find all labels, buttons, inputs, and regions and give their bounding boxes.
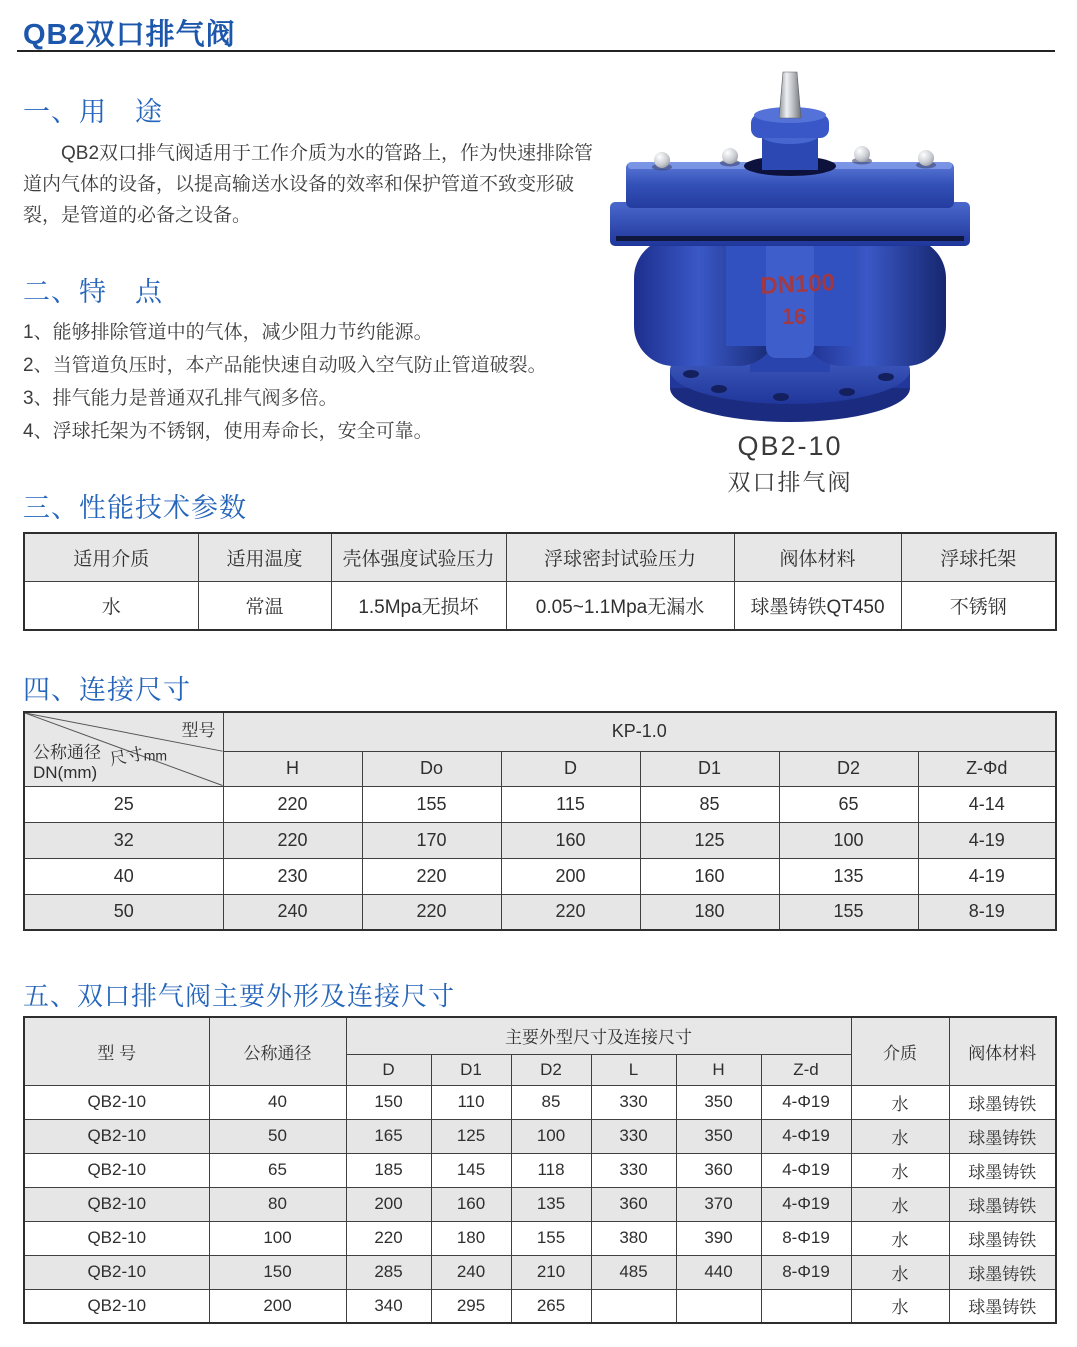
table-cell: [761, 1289, 851, 1323]
table-cell: 4-19: [918, 822, 1056, 858]
table-cell: 球墨铸铁: [949, 1153, 1056, 1187]
column-header: H: [223, 751, 362, 786]
table-cell: 球墨铸铁: [949, 1255, 1056, 1289]
column-header-dn: 公称通径: [209, 1017, 346, 1085]
table-cell: 100: [779, 822, 918, 858]
table-cell: 水: [24, 581, 198, 630]
table-cell: 330: [591, 1085, 676, 1119]
table-cell: QB2-10: [24, 1221, 209, 1255]
table-cell: 65: [209, 1153, 346, 1187]
table-cell: 220: [362, 858, 501, 894]
table-cell: 0.05~1.1Mpa无漏水: [506, 581, 734, 630]
performance-heading: 三、性能技术参数: [23, 493, 247, 523]
page-title: QB2双口排气阀: [23, 19, 236, 51]
outline-table: [23, 1016, 1057, 1324]
table-cell: 180: [640, 894, 779, 930]
table-header-row: [24, 533, 1056, 581]
table-cell: 135: [511, 1187, 591, 1221]
table-cell: 220: [501, 894, 640, 930]
table-cell: 100: [209, 1221, 346, 1255]
table-row: [24, 1255, 1056, 1289]
table-cell: 240: [431, 1255, 511, 1289]
table-cell: 125: [640, 822, 779, 858]
corner-label-model: 型号: [181, 721, 216, 740]
table-cell: 40: [209, 1085, 346, 1119]
column-header: 适用介质: [24, 533, 198, 581]
table-cell: QB2-10: [24, 1187, 209, 1221]
table-cell: 150: [346, 1085, 431, 1119]
valve-marking-dn: DN100: [759, 269, 836, 300]
outline-heading: 五、双口排气阀主要外形及连接尺寸: [23, 981, 456, 1011]
column-header: 适用温度: [198, 533, 331, 581]
column-header: D2: [779, 751, 918, 786]
feature-item: 3、排气能力是普通双孔排气阀多倍。: [23, 388, 338, 409]
table-cell: 115: [501, 786, 640, 822]
table-cell: 160: [640, 858, 779, 894]
table-cell: 220: [223, 822, 362, 858]
column-header-model: 型 号: [24, 1017, 209, 1085]
table-cell: 145: [431, 1153, 511, 1187]
table-cell: 8-19: [918, 894, 1056, 930]
table-cell: 50: [24, 894, 223, 930]
table-header-row: [24, 1017, 1056, 1054]
column-header: Z-d: [761, 1054, 851, 1085]
table-cell: QB2-10: [24, 1289, 209, 1323]
table-cell: 330: [591, 1119, 676, 1153]
table-cell: 180: [431, 1221, 511, 1255]
column-header: Z-Φd: [918, 751, 1056, 786]
table-cell: 球墨铸铁: [949, 1221, 1056, 1255]
table-cell: 4-19: [918, 858, 1056, 894]
corner-label-size: 尺寸mm: [107, 744, 168, 770]
table-cell: 水: [851, 1187, 949, 1221]
table-cell: 160: [431, 1187, 511, 1221]
table-cell: 8-Φ19: [761, 1255, 851, 1289]
table-cell: 85: [640, 786, 779, 822]
table-cell: 水: [851, 1119, 949, 1153]
column-header: 浮球托架: [901, 533, 1056, 581]
table-cell: 295: [431, 1289, 511, 1323]
title-divider: [17, 50, 1055, 52]
table-cell: 155: [511, 1221, 591, 1255]
table-cell: 球墨铸铁: [949, 1085, 1056, 1119]
table-cell: 485: [591, 1255, 676, 1289]
valve-stem-assembly: [751, 72, 829, 170]
table-cell: 32: [24, 822, 223, 858]
table-cell: 118: [511, 1153, 591, 1187]
table-cell: 125: [431, 1119, 511, 1153]
column-header: 浮球密封试验压力: [506, 533, 734, 581]
table-cell: QB2-10: [24, 1255, 209, 1289]
table-cell: 水: [851, 1255, 949, 1289]
table-cell: 150: [209, 1255, 346, 1289]
table-cell: 200: [209, 1289, 346, 1323]
table-cell: [676, 1289, 761, 1323]
table-row: [24, 822, 1056, 858]
table-cell: 220: [346, 1221, 431, 1255]
table-cell: 4-Φ19: [761, 1119, 851, 1153]
feature-item: 2、当管道负压时，本产品能快速自动吸入空气防止管道破裂。: [23, 355, 547, 376]
valve-marking-pn: 16: [781, 304, 807, 329]
table-cell: 440: [676, 1255, 761, 1289]
table-cell: 25: [24, 786, 223, 822]
column-header: H: [676, 1054, 761, 1085]
table-cell: 水: [851, 1221, 949, 1255]
table-cell: 球墨铸铁: [949, 1119, 1056, 1153]
column-header: D: [501, 751, 640, 786]
table-row: [24, 1187, 1056, 1221]
table-cell: 380: [591, 1221, 676, 1255]
column-header: L: [591, 1054, 676, 1085]
table-cell: 360: [591, 1187, 676, 1221]
table-cell: 185: [346, 1153, 431, 1187]
table-cell: 155: [779, 894, 918, 930]
table-row: [24, 894, 1056, 930]
table-cell: 200: [501, 858, 640, 894]
table-cell: 165: [346, 1119, 431, 1153]
table-cell: 8-Φ19: [761, 1221, 851, 1255]
column-header-material: 阀体材料: [949, 1017, 1056, 1085]
corner-label-dn: 公称通径 DN(mm): [33, 742, 101, 782]
product-figure: [570, 70, 1010, 497]
table-cell: 50: [209, 1119, 346, 1153]
usage-heading: 一、用 途: [23, 97, 163, 127]
table-cell: 350: [676, 1119, 761, 1153]
table-row: [24, 1085, 1056, 1119]
valve-body: [634, 238, 946, 366]
column-header: D1: [431, 1054, 511, 1085]
column-header: D: [346, 1054, 431, 1085]
table-cell: 水: [851, 1153, 949, 1187]
table-row: [24, 1221, 1056, 1255]
table-cell: 100: [511, 1119, 591, 1153]
feature-item: 1、能够排除管道中的气体，减少阻力节约能源。: [23, 322, 433, 343]
group-header: 主要外型尺寸及连接尺寸: [346, 1017, 851, 1054]
series-header: KP-1.0: [223, 712, 1056, 751]
table-cell: [591, 1289, 676, 1323]
features-list: [23, 316, 603, 448]
table-cell: 常温: [198, 581, 331, 630]
table-cell: 135: [779, 858, 918, 894]
table-cell: 不锈钢: [901, 581, 1056, 630]
table-cell: 4-Φ19: [761, 1153, 851, 1187]
table-cell: 330: [591, 1153, 676, 1187]
table-cell: 370: [676, 1187, 761, 1221]
table-cell: 360: [676, 1153, 761, 1187]
table-cell: 球墨铸铁: [949, 1187, 1056, 1221]
table-cell: 340: [346, 1289, 431, 1323]
table-cell: 40: [24, 858, 223, 894]
table-cell: 350: [676, 1085, 761, 1119]
table-cell: 水: [851, 1289, 949, 1323]
table-header-row: [24, 712, 1056, 751]
table-cell: 230: [223, 858, 362, 894]
performance-table: [23, 532, 1057, 631]
table-cell: 1.5Mpa无损坏: [331, 581, 506, 630]
table-cell: 220: [362, 894, 501, 930]
column-header: 阀体材料: [734, 533, 901, 581]
column-header-medium: 介质: [851, 1017, 949, 1085]
table-cell: 285: [346, 1255, 431, 1289]
table-cell: 球墨铸铁QT450: [734, 581, 901, 630]
table-row: [24, 786, 1056, 822]
table-cell: 240: [223, 894, 362, 930]
column-header: Do: [362, 751, 501, 786]
feature-item: 4、浮球托架为不锈钢，使用寿命长，安全可靠。: [23, 421, 433, 442]
table-cell: 390: [676, 1221, 761, 1255]
table-cell: 160: [501, 822, 640, 858]
column-header: D1: [640, 751, 779, 786]
table-cell: 200: [346, 1187, 431, 1221]
column-header: D2: [511, 1054, 591, 1085]
table-cell: QB2-10: [24, 1119, 209, 1153]
table-cell: 220: [223, 786, 362, 822]
table-row: [24, 581, 1056, 630]
table-cell: 80: [209, 1187, 346, 1221]
table-cell: 170: [362, 822, 501, 858]
figure-caption-name: 双口排气阀: [727, 469, 853, 495]
table-cell: 65: [779, 786, 918, 822]
table-cell: 4-Φ19: [761, 1085, 851, 1119]
table-cell: QB2-10: [24, 1085, 209, 1119]
table-cell: 4-Φ19: [761, 1187, 851, 1221]
column-header: 壳体强度试验压力: [331, 533, 506, 581]
table-cell: 85: [511, 1085, 591, 1119]
table-cell: 球墨铸铁: [949, 1289, 1056, 1323]
table-row: [24, 858, 1056, 894]
table-cell: QB2-10: [24, 1153, 209, 1187]
features-heading: 二、特 点: [23, 277, 163, 307]
valve-photo: [570, 70, 1010, 422]
table-cell: 水: [851, 1085, 949, 1119]
table-cell: 210: [511, 1255, 591, 1289]
diagonal-corner-cell: [24, 712, 223, 786]
valve-bonnet-slab: [610, 202, 970, 246]
table-cell: 265: [511, 1289, 591, 1323]
connection-table: [23, 711, 1057, 931]
table-cell: 110: [431, 1085, 511, 1119]
connection-heading: 四、连接尺寸: [23, 675, 191, 705]
table-row: [24, 1119, 1056, 1153]
usage-paragraph: QB2双口排气阀适用于工作介质为水的管路上，作为快速排除管道内气体的设备，以提高输送水设备的效率和保护管道不致变形破裂，是管道的必备之设备。: [23, 143, 594, 226]
table-cell: 4-14: [918, 786, 1056, 822]
table-row: [24, 1289, 1056, 1323]
table-cell: 155: [362, 786, 501, 822]
table-row: [24, 1153, 1056, 1187]
figure-caption-model: QB2-10: [737, 431, 843, 461]
